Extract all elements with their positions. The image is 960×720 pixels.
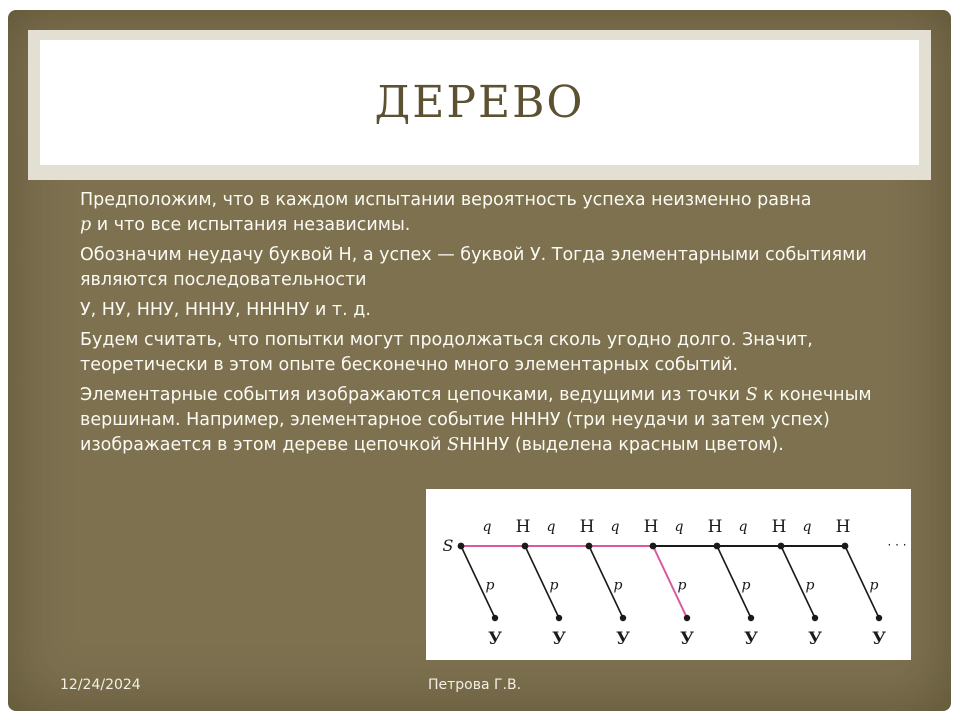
footer-author: Петрова Г.В. <box>428 677 522 693</box>
success-label: У <box>808 629 822 649</box>
p-label: p <box>869 577 879 594</box>
fail-label: Н <box>707 517 723 537</box>
success-label: У <box>744 629 758 649</box>
tree-node <box>458 543 465 550</box>
p-label: p <box>741 577 751 594</box>
q-label: q <box>802 519 812 535</box>
paragraph-1 <box>80 188 880 238</box>
tree-node <box>842 543 849 550</box>
q-label: q <box>674 519 684 535</box>
title-band <box>28 30 931 180</box>
paragraph-1-text-b: и что все испытания независимы. <box>96 215 411 235</box>
slide-body <box>80 188 880 463</box>
q-label: q <box>738 519 748 535</box>
paragraph-5-text-c: НННУ (выделена красным цветом). <box>459 435 784 455</box>
q-label: q <box>610 519 620 535</box>
tree-diagram <box>426 489 911 660</box>
p-label: p <box>805 577 815 594</box>
paragraph-2: Обозначим неудачу буквой Н, а успех — буквой У. Тогда элементарными событиями являются последовательности <box>80 245 867 290</box>
tree-node <box>778 543 785 550</box>
success-label: У <box>616 629 630 649</box>
start-label: S <box>442 536 454 555</box>
footer-date: 12/24/2024 <box>60 677 141 693</box>
fail-label: Н <box>579 517 595 537</box>
fail-label: Н <box>515 517 531 537</box>
continuation-ellipsis: · · · <box>887 538 907 552</box>
tree-node <box>522 543 529 550</box>
slide-title: ДЕРЕВО <box>374 77 585 128</box>
success-label: У <box>552 629 566 649</box>
paragraph-5-text-a: Элементарные события изображаются цепочками, ведущими из точки <box>80 385 741 405</box>
p-label: p <box>485 577 495 594</box>
success-label: У <box>488 629 502 649</box>
leaf-node <box>748 615 754 621</box>
paragraph-5-text-b: к конечным вершинам. Например, элементарное событие НННУ (три неудачи и затем успех) изображается в этом дереве цепочкой <box>80 385 872 455</box>
leaf-node <box>556 615 562 621</box>
fail-label: Н <box>771 517 787 537</box>
paragraph-1-text-a: Предположим, что в каждом испытании вероятность успеха неизменно равна <box>80 190 812 210</box>
fail-label: Н <box>643 517 659 537</box>
paragraph-1-variable: p <box>80 215 92 235</box>
paragraph-5-variable: S <box>745 385 758 405</box>
tree-diagram-svg <box>426 489 911 660</box>
success-label: У <box>680 629 694 649</box>
tree-node <box>586 543 593 550</box>
title-box <box>40 40 919 165</box>
paragraph-4: Будем считать, что попытки могут продолжаться сколь угодно долго. Значит, теоретически в этом опыте бесконечно много элементарных событий. <box>80 330 813 375</box>
leaf-node <box>492 615 498 621</box>
q-label: q <box>482 519 492 535</box>
leaf-node <box>620 615 626 621</box>
paragraph-5 <box>80 383 880 458</box>
tree-node <box>650 543 657 550</box>
slide <box>8 10 951 711</box>
tree-node <box>714 543 721 550</box>
paragraph-3: У, НУ, ННУ, НННУ, ННННУ и т. д. <box>80 300 371 320</box>
success-label: У <box>872 629 886 649</box>
p-label: p <box>677 577 687 594</box>
paragraph-5-variable-2: S <box>447 435 460 455</box>
p-label: p <box>549 577 559 594</box>
leaf-node <box>876 615 882 621</box>
p-label: p <box>613 577 623 594</box>
q-label: q <box>546 519 556 535</box>
fail-label: Н <box>835 517 851 537</box>
leaf-node <box>684 615 690 621</box>
leaf-node <box>812 615 818 621</box>
